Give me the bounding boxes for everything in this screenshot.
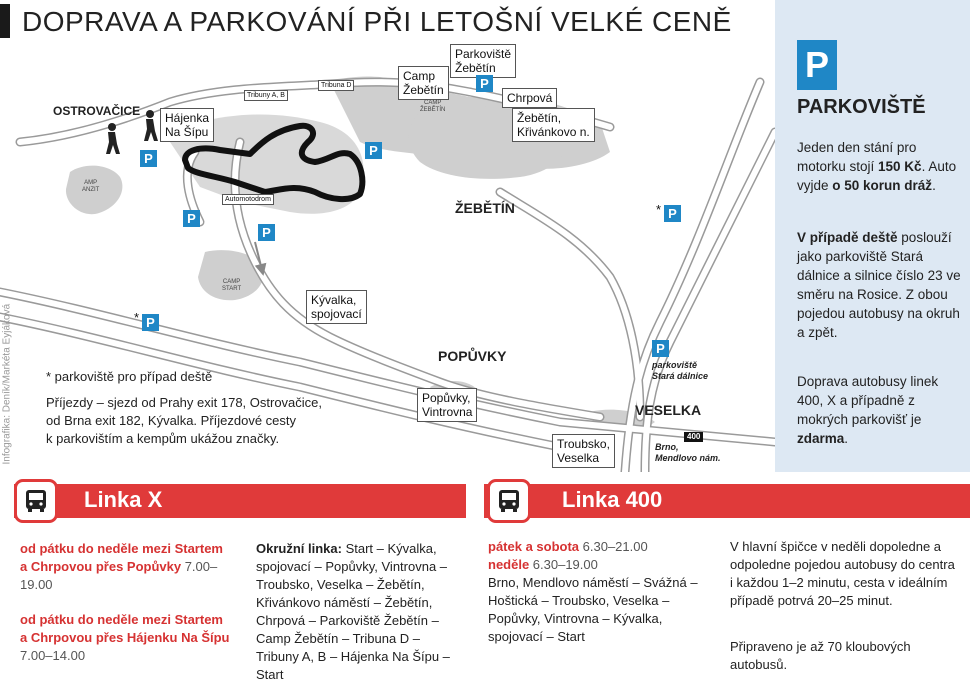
town-popuvky: POPŮVKY	[438, 348, 507, 364]
town-veselka: VESELKA	[635, 402, 702, 418]
rain-star: *	[134, 310, 140, 325]
parking-icon: P	[476, 75, 493, 92]
credit: Infografika: Deník/Markéta Eyjáková	[1, 303, 13, 465]
linka-400-bar	[484, 484, 970, 518]
linka-400-days: pátek a sobota 6.30–21.00 neděle 6.30–19.00	[488, 539, 648, 572]
camp-start: CAMP START	[222, 279, 242, 292]
linka-x-title: Linka X	[84, 487, 163, 512]
parking-icon: P	[664, 205, 681, 222]
label-kyvalka: Kývalka, spojovací	[306, 290, 367, 324]
label-brno-mendlovo: Brno, Mendlovo nám.	[655, 442, 721, 463]
parking-icon: P	[140, 150, 157, 167]
linka-x-schedule-2: od pátku do neděle mezi Startem a Chrpovou přes Hájenku Na Šípu 7.00–14.00	[20, 612, 230, 663]
label-tribuna-d: Tribuna D	[318, 80, 354, 91]
parking-icon: P	[365, 142, 382, 159]
label-hajenka: Hájenka Na Šípu	[160, 108, 214, 142]
sidebar-heading: PARKOVIŠTĚ	[797, 96, 926, 118]
label-camp-zebetin: Camp Žebětín	[398, 66, 449, 100]
linka-x-schedule-1: od pátku do neděle mezi Startem a Chrpovou přes Popůvky 7.00–19.00	[20, 541, 223, 592]
linka-400-title: Linka 400	[562, 487, 663, 512]
linka-x-bar	[14, 484, 466, 518]
parking-icon: P	[142, 314, 159, 331]
linka-400-prepared: Připraveno je až 70 kloubových autobusů.	[730, 639, 911, 672]
rain-star: *	[656, 202, 662, 217]
label-zebetin-krivankovo: Žebětín, Křivánkovo n.	[512, 108, 595, 142]
linka-400-peak: V hlavní špičce v neděli dopoledne a odpoledne pojedou autobusy do centra i každou 1–2 minutu, cesta v ideálním případě potrvá 20–25 minut.	[730, 539, 955, 608]
parking-icon: P	[258, 224, 275, 241]
parking-sidebar	[775, 0, 970, 472]
sidebar-rain-text: V případě deště poslouží jako parkoviště Stará dálnice a silnice číslo 23 ve směru na Rosice. Z obou pojedou autobusy na okruh a zpět.	[797, 230, 961, 340]
access-note: Příjezdy – sjezd od Prahy exit 178, Ostrovačice, od Brna exit 182, Kývalka. Příjezdové cesty k parkovištím a kempům ukážou značky.	[46, 395, 323, 446]
page-title: DOPRAVA A PARKOVÁNÍ PŘI LETOŠNÍ VELKÉ CENĚ	[22, 6, 732, 37]
camp-zebetin-small: CAMP ŽEBĚTÍN	[420, 100, 446, 113]
title-bar	[0, 0, 775, 42]
town-zebetin: ŽEBĚTÍN	[455, 200, 515, 216]
parking-sign-icon: P	[797, 40, 837, 90]
label-popuvky-vintrovna: Popůvky, Vintrovna	[417, 388, 477, 422]
rain-footnote: * parkoviště pro případ deště	[46, 369, 213, 384]
route-400-badge: 400	[684, 432, 703, 442]
label-troubsko-veselka: Troubsko, Veselka	[552, 434, 615, 468]
parking-icon: P	[652, 340, 669, 357]
bus-icon	[14, 479, 58, 523]
linka-400-route: Brno, Mendlovo náměstí – Svážná – Hoštická – Troubsko, Veselka – Popůvky, Vintrovna – Kývalka, spojovací – Start	[488, 575, 698, 644]
title-mark	[0, 4, 10, 38]
linka-x-loop: Okružní linka: Start – Kývalka, spojovací – Popůvky, Vintrovna – Troubsko, Veselka – Žebětín, Křivánkovo náměstí – Žebětín, Chrpová – Parkoviště Žebětín – Camp Žebětín – Tribuna D – Tribuny A, B – Hájenka Na Šípu – Start	[256, 541, 450, 682]
sidebar-bus-text: Doprava autobusy linek 400, X a případně z mokrých parkovišť je zdarma.	[797, 374, 939, 446]
label-chrpova: Chrpová	[502, 88, 557, 108]
label-parkoviste-zebetin: Parkoviště Žebětín	[450, 44, 516, 78]
label-tribuny-ab: Tribuny A, B	[244, 90, 288, 101]
town-ostrovacice: OSTROVAČICE	[53, 104, 141, 118]
camp-anzit: AMP ANZIT	[82, 180, 100, 193]
label-automotodrom: Automotodrom	[222, 194, 274, 205]
sidebar-price-text: Jeden den stání pro motorku stojí 150 Kč. Auto vyjde o 50 korun dráž.	[797, 140, 957, 193]
label-stara-dalnice: parkoviště Stará dálnice	[652, 360, 709, 381]
map	[0, 42, 775, 472]
parking-icon: P	[183, 210, 200, 227]
bus-icon	[487, 479, 531, 523]
